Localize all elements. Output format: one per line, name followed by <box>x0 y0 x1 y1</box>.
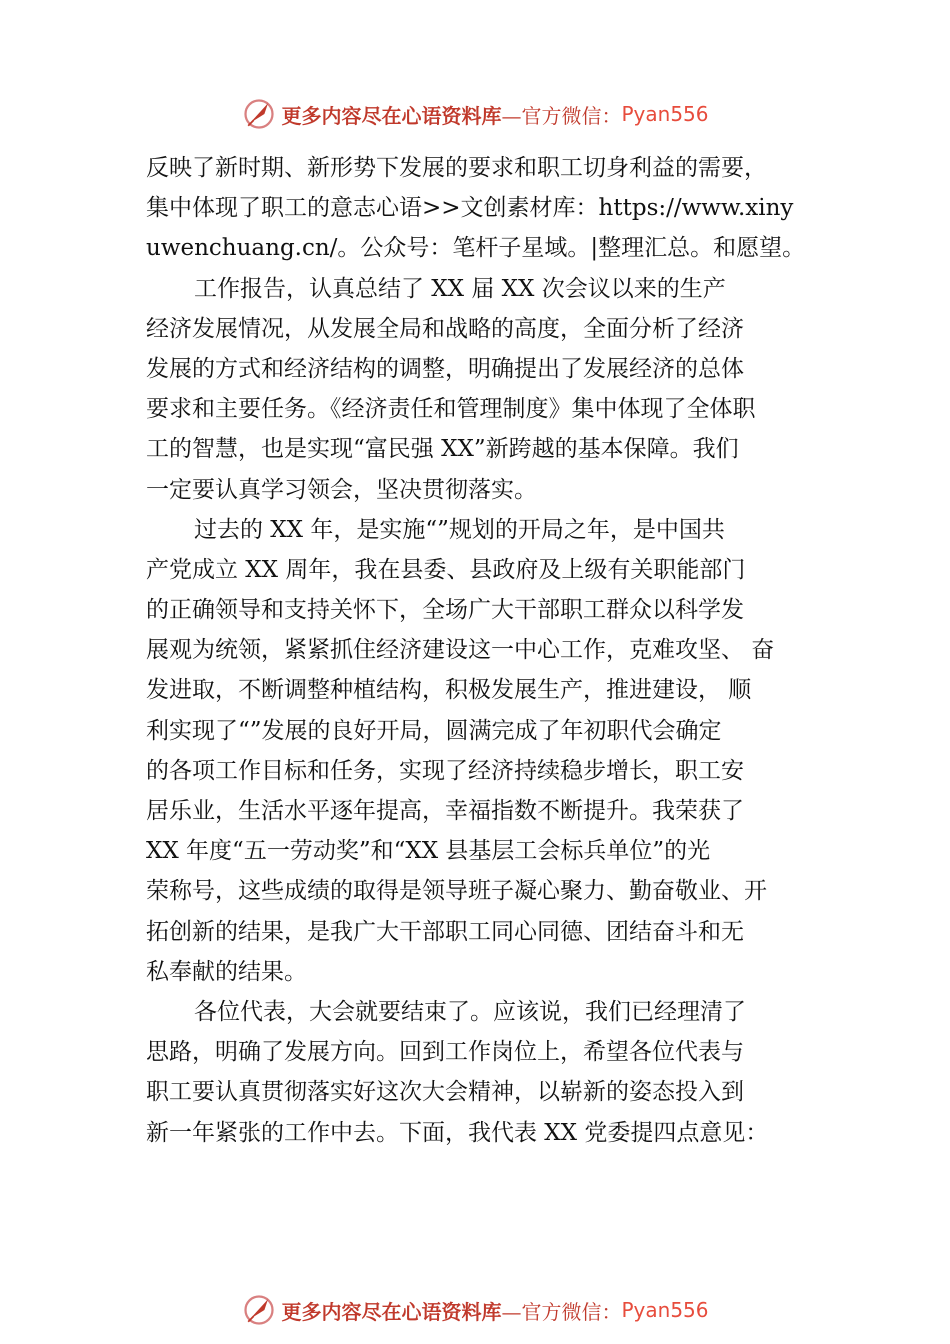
paragraph-start-line: 各位代表，大会就要结束了。应该说，我们已经理清了 <box>194 998 746 1025</box>
text-line: 集中体现了职工的意志心语>>文创素材库：https://www.xiny <box>146 195 794 222</box>
text-line: 的各项工作目标和任务，实现了经济持续稳步增长，职工安 <box>146 757 744 784</box>
banner-wechat-id: Pyan556 <box>621 102 709 126</box>
banner-wechat-label: —官方微信： <box>501 103 622 128</box>
text-line: 荣称号，这些成绩的取得是领导班子凝心聚力、勤奋敬业、开 <box>146 878 767 905</box>
banner-site-name: 更多内容尽在心语资料库 <box>281 1299 502 1324</box>
text-line: 居乐业，生活水平逐年提高，幸福指数不断提升。我荣获了 <box>146 798 744 824</box>
text-line: 发展的方式和经济结构的调整，明确提出了发展经济的总体 <box>146 355 744 382</box>
text-line: 利实现了“”发展的良好开局，圆满完成了年初职代会确定 <box>146 717 722 744</box>
text-line: 私奉献的结果。 <box>146 958 307 985</box>
paragraph-start-line: 过去的 XX 年，是实施“”规划的开局之年，是中国共 <box>194 516 725 543</box>
text-line: 要求和主要任务。《经济责任和管理制度》集中体现了全体职 <box>146 396 756 423</box>
text-line: 工的智慧，也是实现“富民强 XX”新跨越的基本保障。我们 <box>146 436 739 463</box>
text-line: 产党成立 XX 周年，我在县委、县政府及上级有关职能部门 <box>146 556 746 583</box>
banner-wechat-label: —官方微信： <box>501 1299 622 1324</box>
text-line: 发进取，不断调整种植结构，积极发展生产，推进建设， 顺 <box>146 677 752 704</box>
text-line: 反映了新时期、新形势下发展的要求和职工切身利益的需要， <box>146 155 767 181</box>
banner-site-name: 更多内容尽在心语资料库 <box>281 103 502 128</box>
quill-logo-icon <box>241 1292 277 1328</box>
footer-banner <box>0 1288 950 1332</box>
text-line: XX 年度“五一劳动奖”和“XX 县基层工会标兵单位”的光 <box>146 838 711 865</box>
text-line: uwenchuang.cn/。公众号：笔杆子星域。|整理汇总。和愿望。 <box>146 235 806 262</box>
text-line: 的正确领导和支持关怀下，全场广大干部职工群众以科学发 <box>146 597 744 624</box>
banner-wechat-id: Pyan556 <box>621 1298 709 1322</box>
header-banner <box>0 92 950 136</box>
text-line: 职工要认真贯彻落实好这次大会精神，以崭新的姿态投入到 <box>146 1079 744 1106</box>
text-line: 思路，明确了发展方向。回到工作岗位上，希望各位代表与 <box>146 1039 744 1066</box>
text-line: 一定要认真学习领会，坚决贯彻落实。 <box>146 476 537 503</box>
text-line: 拓创新的结果，是我广大干部职工同心同德、团结奋斗和无 <box>146 918 744 945</box>
quill-logo-icon <box>241 96 277 132</box>
paragraph-start-line: 工作报告，认真总结了 XX 届 XX 次会议以来的生产 <box>194 275 726 302</box>
text-line: 新一年紧张的工作中去。下面，我代表 XX 党委提四点意见： <box>146 1119 769 1146</box>
text-line: 经济发展情况，从发展全局和战略的高度，全面分析了经济 <box>146 315 744 342</box>
text-line: 展观为统领，紧紧抓住经济建设这一中心工作，克难攻坚、 奋 <box>146 637 775 664</box>
document-body <box>146 148 846 1153</box>
